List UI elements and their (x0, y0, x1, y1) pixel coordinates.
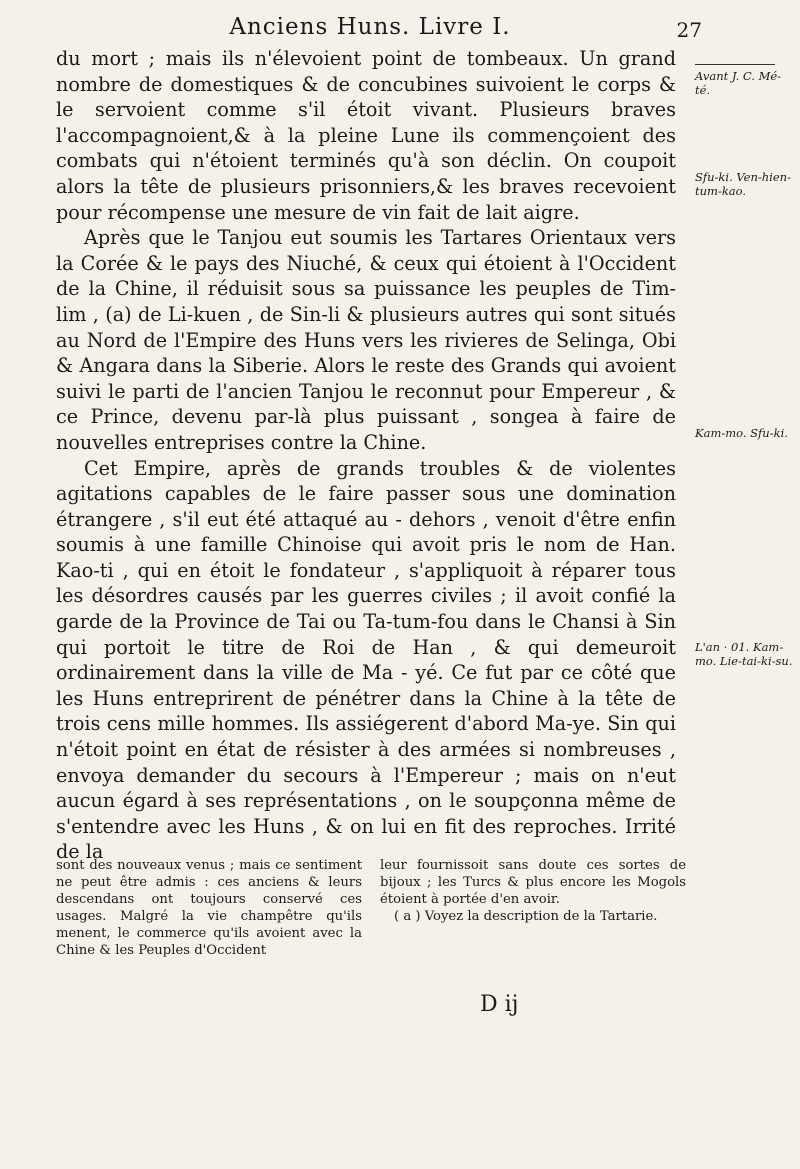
footnote-a: ( a ) Voyez la description de la Tartarie. (394, 909, 658, 924)
margin-rule (695, 64, 775, 65)
margin-note-3: Kam-mo. Sfu-ki. (695, 426, 788, 440)
footnote-continuation: sont des nouveaux venus ; mais ce sentiment ne peut être admis : ces anciens & leurs descendans ont toujours conservé ces usages. Malgré la vie champêtre qu'ils menent, le commerce qu'ils avoient avec la Chine & les Peuples d'Occident (56, 858, 362, 958)
running-title: Anciens Huns. Livre I. (229, 14, 511, 40)
paragraph-2: Après que le Tanjou eut soumis les Tartares Orientaux vers la Corée & le pays des Niuché, & ceux qui étoient à l'Occident de la Chine, il réduisit sous sa puissance les peuples de Tim-lim , (a) de Li-kuen , de Sin-li & plusieurs autres qui sont situés au Nord de l'Empire des Huns vers les rivieres de Selinga, Obi & Angara dans la Siberie. Alors le reste des Grands qui avoient suivi le parti de l'ancien Tanjou le reconnut pour Empereur , & ce Prince, devenu par-là plus puissant , songea à faire de nouvelles entreprises contre la Chine. (56, 226, 676, 454)
signature-mark: D ij (480, 992, 519, 1017)
paragraph-3: Cet Empire, après de grands troubles & de violentes agitations capables de le faire passer sous une domination étrangere , s'il eut été attaqué au - dehors , venoit d'être enfin soumis à une famille Chinoise qui avoit pris le nom de Han. Kao-ti , qui en étoit le fondateur , s'appliquoit à réparer tous les désordres causés par les guerres civiles ; il avoit confié la garde de la Province de Tai ou Ta-tum-fou dans le Chansi à Sin qui portoit le titre de Roi de Han , & qui demeuroit ordinairement dans la ville de Ma - yé. Ce fut par ce côté que les Huns entreprirent de pénétrer dans la Chine à la tête de trois cens mille hommes. Ils assiégerent d'abord Ma-ye. Sin qui n'étoit point en état de résister à des armées si nombreuses , envoya demander du secours à l'Empereur ; mais on n'eut aucun égard à ses représentations , on le soupçonna même de s'entendre avec les Huns , & on lui en fit des reproches. Irrité de la (56, 456, 676, 864)
main-text (56, 46, 676, 865)
footnote-continuation-end: leur fournissoit sans doute ces sortes de bijoux ; les Turcs & plus encore les Mogols étoient à portée d'en avoir. (380, 858, 686, 907)
margin-note-4: L'an · 01. Kam-mo. Lie-tai-ki-su. (695, 640, 793, 668)
footnotes (56, 857, 686, 959)
footnote-column-left (56, 857, 362, 959)
page-number: 27 (676, 18, 702, 42)
margin-note-1: Avant J. C. Mé-té. (695, 64, 795, 97)
margin-note-2: Sfu-ki. Ven-hien-tum-kao. (695, 170, 791, 198)
footnote-column-right (380, 857, 686, 959)
paragraph-1: du mort ; mais ils n'élevoient point de tombeaux. Un grand nombre de domestiques & de concubines suivoient le corps & le servoient comme s'il étoit vivant. Plusieurs braves l'accompagnoient,& à la pleine Lune ils commençoient des combats qui n'étoient terminés qu'à son déclin. On coupoit alors la tête de plusieurs prisonniers,& les braves recevoient pour récompense une mesure de vin fait de lait aigre. (56, 47, 676, 224)
